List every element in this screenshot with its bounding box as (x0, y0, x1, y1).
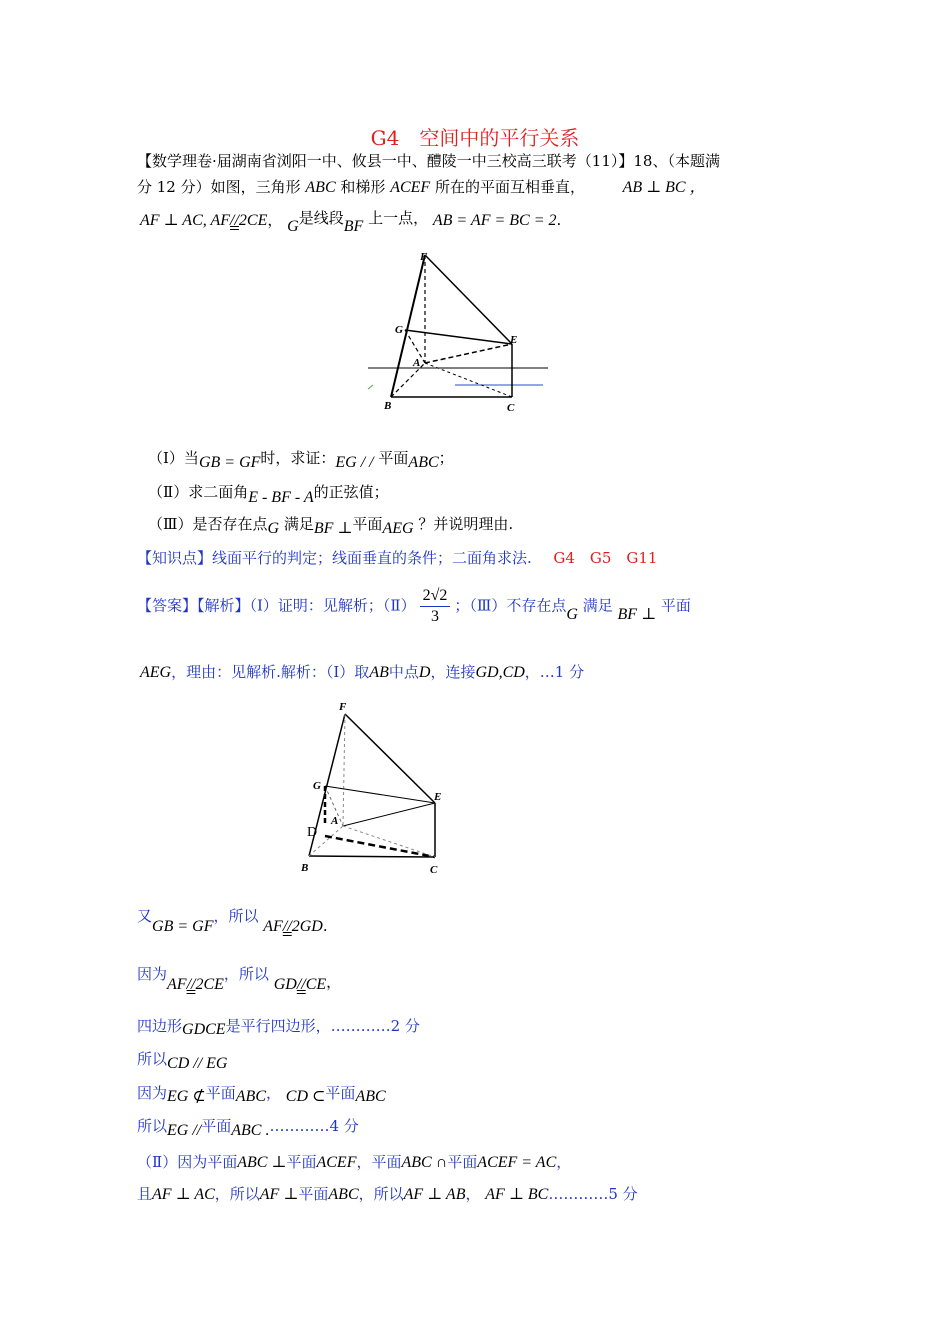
math: ABC (355, 1088, 386, 1105)
text: 平面 (447, 1153, 478, 1171)
text: 中点 (388, 663, 419, 681)
math: AF ⊥ AC (152, 1186, 215, 1203)
solution-line-1 (137, 906, 328, 935)
text: ；（Ⅲ）不存在点 (454, 596, 567, 615)
text: ？并说明理由. (418, 515, 514, 533)
text: 因为 (137, 965, 168, 983)
math: AEG (140, 664, 172, 681)
text: 分 12 分）如图，三角形 (137, 178, 301, 196)
parallel-equal-symbol: // (296, 976, 306, 993)
math: AB ⊥ BC ， (622, 179, 706, 196)
math: BF ⊥ (617, 605, 657, 623)
text: （Ⅰ）当 (148, 449, 199, 467)
math: E - BF - A (248, 489, 314, 506)
text: ， (265, 1084, 281, 1102)
text: （Ⅱ）因为平面 (137, 1153, 238, 1171)
text: 和梯形 (340, 178, 386, 196)
text: 四边形 (137, 1017, 183, 1035)
text: ，所以 (223, 965, 269, 983)
math: ABC . (231, 1122, 270, 1139)
answer-line-1 (137, 586, 691, 627)
text: 又 (137, 907, 153, 925)
text: ，…1 分 (524, 663, 585, 681)
math: G (566, 605, 578, 623)
math: ACEF (316, 1154, 357, 1171)
math: GD (273, 976, 297, 993)
math: AF ⊥ (259, 1186, 299, 1203)
text: 平面 (352, 515, 383, 533)
math: ABC (408, 454, 439, 471)
fig1-label-f: F (420, 251, 428, 263)
parallel-equal-symbol: // (282, 918, 292, 935)
math: AF ⊥ BC (485, 1186, 549, 1203)
math: AF (263, 918, 283, 935)
fig1-label-c: C (507, 402, 515, 414)
math: G (267, 520, 280, 537)
parallel-equal-symbol: // (230, 212, 239, 229)
math: ABC ∩ (401, 1154, 448, 1171)
text: （Ⅲ）是否存在点 (148, 515, 268, 533)
text: ； (438, 449, 454, 467)
text: 且 (137, 1185, 153, 1203)
math: EG / / (335, 454, 374, 471)
solution-line-4 (137, 1049, 227, 1070)
text: 时，求证： (260, 449, 336, 467)
math: GD,CD (475, 664, 525, 681)
math: ABC (235, 1088, 266, 1105)
text: ， (465, 1185, 481, 1203)
math: ABC ⊥ (237, 1154, 287, 1171)
math: ABC (328, 1186, 359, 1203)
text: 平面 (378, 449, 409, 467)
text: ， (267, 211, 283, 229)
text: 平面 (325, 1084, 356, 1102)
text: 满足 (582, 596, 613, 615)
knowledge-codes: G4 G5 G11 (553, 549, 658, 567)
question-2 (148, 482, 389, 506)
fig1-label-e: E (510, 334, 518, 346)
text: 因为 (137, 1084, 168, 1102)
parallel-equal-symbol: // (186, 976, 196, 993)
math: CD ⊂ (285, 1088, 326, 1105)
figure-2 (295, 698, 455, 883)
math: AB = AF = BC = 2 (432, 212, 557, 229)
math: AEG (382, 520, 414, 537)
text: ，连接 (430, 663, 476, 681)
math: CE (305, 976, 327, 993)
question-3 (148, 514, 513, 535)
text: 平面 (286, 1153, 317, 1171)
fig2-label-g: G (313, 780, 321, 792)
text: . (322, 917, 328, 935)
math: AB (369, 664, 389, 681)
fraction (420, 586, 451, 627)
problem-line-2 (137, 177, 706, 198)
fig2-label-b: B (301, 862, 309, 874)
solution-line-3 (137, 1016, 420, 1037)
text: ，所以 (358, 1185, 404, 1203)
solution-line-7 (137, 1152, 571, 1173)
text: ，所以 (213, 907, 259, 925)
text: 平面 (205, 1084, 236, 1102)
fig2-label-c: C (430, 864, 438, 876)
math: ACEF (390, 179, 431, 196)
solution-line-8 (137, 1184, 638, 1205)
text: ，平面 (356, 1153, 402, 1171)
text: 所在的平面互相垂直， (434, 178, 585, 196)
knowledge-points (137, 548, 657, 568)
knowledge-label: 【知识点】线面平行的判定；线面垂直的条件；二面角求法. (137, 549, 532, 567)
text: 【答案】【解析】（Ⅰ）证明：见解析；（Ⅱ） (137, 596, 416, 615)
text: 的正弦值； (313, 483, 389, 501)
math: AF ⊥ AB (403, 1186, 466, 1203)
fraction-numerator: 2√2 (420, 586, 451, 607)
math: G (287, 218, 299, 235)
math: AF (167, 976, 187, 993)
text: 所以 (137, 1050, 168, 1068)
page-title: G4 空间中的平行关系 (370, 126, 580, 150)
problem-line-3 (140, 209, 562, 235)
text: ， (326, 973, 342, 991)
fig1-label-g: G (395, 324, 403, 336)
fig1-label-b: B (384, 400, 392, 412)
text: ， (556, 1153, 572, 1171)
solution-line-5 (137, 1083, 386, 1104)
solution-line-6 (137, 1116, 359, 1137)
math: GDCE (182, 1021, 226, 1038)
math: 2CE (195, 976, 224, 993)
math: ABC (305, 179, 336, 196)
text: 平面 (660, 596, 691, 615)
text: 上一点， (368, 209, 429, 227)
text: 平面 (201, 1117, 232, 1135)
solution-line-2 (137, 964, 342, 993)
text: . (556, 211, 562, 229)
math: EG // (167, 1122, 202, 1139)
text: 所以 (137, 1117, 168, 1135)
figure-1 (360, 245, 560, 420)
problem-line-1: 【数学理卷·届湖南省浏阳一中、攸县一中、醴陵一中三校高三联考（11）】18、（本题满 (137, 152, 720, 170)
answer-line-2 (140, 662, 584, 683)
math: GB = GF (152, 918, 214, 935)
text: …………5 分 (548, 1185, 638, 1203)
math: 2CE (238, 212, 268, 229)
fig2-label-a: A (331, 815, 339, 827)
math: AF ⊥ AC, AF (140, 212, 231, 229)
text: 是平行四边形，…………2 分 (225, 1017, 420, 1035)
question-1 (148, 448, 454, 469)
math: BF (343, 218, 364, 235)
fraction-denominator: 3 (431, 608, 440, 625)
text: （Ⅱ）求二面角 (148, 483, 249, 501)
math: GB = GF (198, 454, 261, 471)
math: D (418, 664, 431, 681)
text: ，所以 (214, 1185, 260, 1203)
fig2-label-f: F (339, 701, 347, 713)
math: BF ⊥ (313, 520, 353, 537)
text: ，理由：见解析.解析：（Ⅰ）取 (171, 663, 370, 681)
text: 满足 (283, 515, 314, 533)
math: 2GD (291, 918, 323, 935)
fig2-label-e: E (434, 791, 442, 803)
text: …………4 分 (269, 1117, 359, 1135)
math: CD // EG (167, 1055, 228, 1072)
math: EG ⊄ (167, 1088, 206, 1105)
text: 平面 (298, 1185, 329, 1203)
fig2-label-d: D (307, 825, 318, 840)
math: ACEF = AC (477, 1154, 557, 1171)
text: 是线段 (298, 209, 344, 227)
fig1-label-a: A (413, 357, 421, 369)
